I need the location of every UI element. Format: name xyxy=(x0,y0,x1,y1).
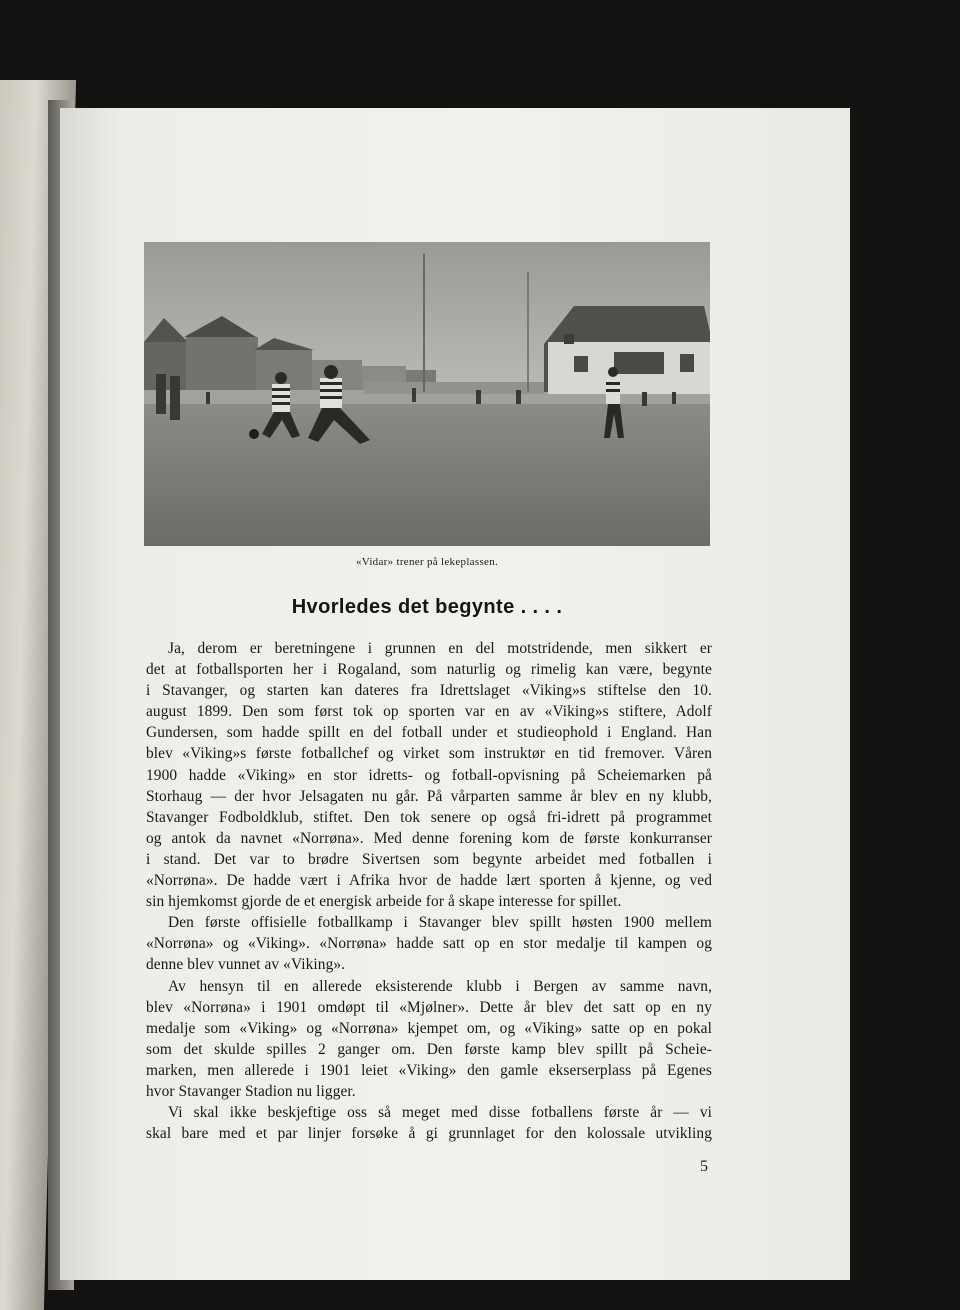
body-line: og antok da navnet «Norrøna». Med denne forening kom de første konkurranser xyxy=(146,829,712,847)
body-line: skal bare med et par linjer forsøke å gi grunnlaget for den kolossale utvikling xyxy=(146,1125,712,1143)
body-line: det at fotballsporten her i Rogaland, som naturlig og rimelig kan være, begynte xyxy=(146,661,712,679)
body-line: i stand. Det var to brødre Sivertsen som begynte arbeidet med fotballen i xyxy=(146,850,712,868)
body-line: Storhaug — der hvor Jelsagaten nu går. På vårparten samme år blev en ny klubb, xyxy=(146,787,712,805)
page-number: 5 xyxy=(700,1158,708,1175)
article-body xyxy=(146,638,712,1144)
body-line: blev «Viking»s første fotballchef og virket som instruktør en tid fremover. Våren xyxy=(146,745,712,763)
body-line: denne blev vunnet av «Viking». xyxy=(146,956,346,974)
section-heading: Hvorledes det begynte . . . . xyxy=(291,596,563,618)
photo-caption: «Vidar» trener på lekeplassen. xyxy=(355,556,499,568)
body-line: Gundersen, som hadde spillt en del fotball under et studieophold i England. Han xyxy=(146,724,712,742)
football-training-photo xyxy=(144,242,710,546)
body-line: Av hensyn til en allerede eksisterende klubb i Bergen av samme navn, xyxy=(168,977,712,995)
body-line: som det skulde spilles 2 ganger om. Den første kamp blev spillt på Scheie- xyxy=(146,1040,712,1058)
body-line: hvor Stavanger Stadion nu ligger. xyxy=(146,1082,356,1100)
body-line: Stavanger Fodboldklub, stiftet. Den tok senere op også fri-idrett på programmet xyxy=(146,808,712,826)
body-line: sin hjemkomst gjorde de et energisk arbeide for å skape interesse for spillet. xyxy=(146,893,622,911)
body-line: «Norrøna». De hadde vært i Afrika hvor de hadde lært sporten å kjenne, og ved xyxy=(146,872,712,890)
book-page xyxy=(60,108,850,1280)
body-line: Ja, derom er beretningene i grunnen en del motstridende, men sikkert er xyxy=(168,640,712,657)
body-line: Den første offisielle fotballkamp i Stavanger blev spillt høsten 1900 mellem xyxy=(168,914,712,932)
body-line: i Stavanger, og starten kan dateres fra Idrettslaget «Viking»s stiftelse den 10. xyxy=(146,682,712,700)
body-line: blev «Norrøna» i 1901 omdøpt til «Mjølner». Dette år blev det satt op en ny xyxy=(146,998,712,1016)
body-line: marken, men allerede i 1901 leiet «Viking» den gamle ekserserplass på Egenes xyxy=(146,1061,712,1079)
body-line: medalje som «Viking» og «Norrøna» kjempet om, og «Viking» satte op en pokal xyxy=(146,1019,712,1037)
body-line: august 1899. Den som først tok op sporten var en av «Viking»s stiftere, Adolf xyxy=(146,703,712,721)
body-line: Vi skal ikke beskjeftige oss så meget med disse fotballens første år — vi xyxy=(168,1104,712,1122)
body-line: «Norrøna» og «Viking». «Norrøna» hadde satt op en stor medalje til kampen og xyxy=(146,935,712,953)
body-line: 1900 hadde «Viking» en stor idretts- og fotball-opvisning på Scheiemarken på xyxy=(146,766,712,784)
